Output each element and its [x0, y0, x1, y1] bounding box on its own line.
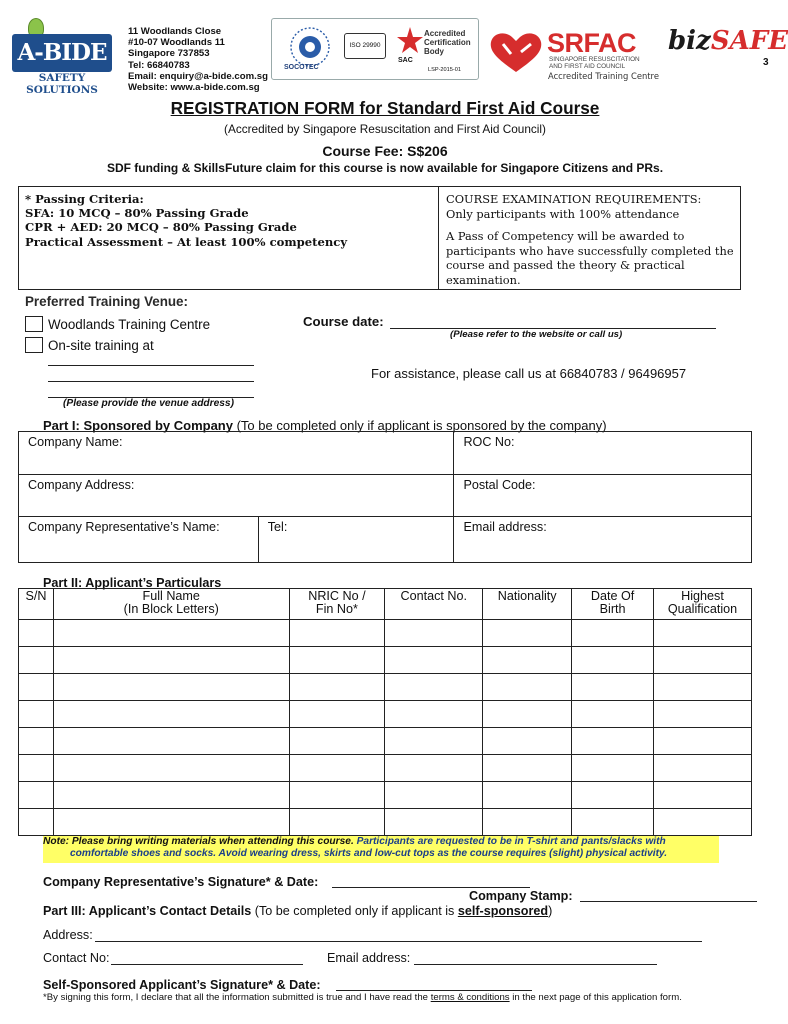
applicant-email-label: Email address: [327, 951, 411, 965]
email-cell[interactable] [454, 517, 752, 563]
cell[interactable] [53, 647, 289, 674]
cell[interactable] [385, 701, 483, 728]
table-row [19, 755, 752, 782]
form-subtitle: (Accredited by Singapore Resuscitation and First Aid Council) [224, 122, 546, 136]
attire-note [43, 836, 719, 863]
company-address-cell[interactable] [19, 475, 454, 517]
cell[interactable] [654, 755, 752, 782]
tel-label: Tel: [267, 520, 288, 534]
srfac-title: SRFAC [547, 28, 637, 58]
email-line: Email: enquiry@a-bide.com.sg [128, 70, 268, 82]
criteria-box [18, 186, 741, 290]
cell[interactable] [19, 674, 54, 701]
cell[interactable] [19, 782, 54, 809]
company-signature-label: Company Representative’s Signature* & Date: [43, 875, 319, 889]
criteria-divider [438, 187, 439, 289]
company-name-label: Company Name: [28, 435, 123, 449]
cell[interactable] [654, 728, 752, 755]
cell[interactable] [654, 701, 752, 728]
col-nationality-label: Nationality [497, 589, 557, 603]
postal-code-label: Postal Code: [463, 478, 536, 492]
company-contact-block [128, 26, 268, 93]
table-row [19, 728, 752, 755]
cell[interactable] [385, 728, 483, 755]
cell[interactable] [19, 647, 54, 674]
cell[interactable] [53, 620, 289, 647]
cell[interactable] [572, 674, 654, 701]
part3-heading [43, 904, 552, 918]
contact-no-label: Contact No: [43, 951, 110, 965]
srfac-atc-label: Accredited Training Centre [548, 71, 659, 81]
criteria-line: CPR + AED: 20 MCQ – 80% Passing Grade [25, 220, 297, 235]
tel-cell[interactable] [258, 517, 454, 563]
bizsafe-safe: SAFE [710, 26, 788, 56]
note-blue-text-2: comfortable shoes and socks. Avoid wearing dress, skirts and low-cut tops as the course requires (slight) physical activity. [70, 848, 668, 860]
woodlands-checkbox[interactable] [25, 316, 43, 332]
cell[interactable] [483, 620, 572, 647]
cell[interactable] [19, 620, 54, 647]
declaration-footnote [43, 992, 682, 1003]
bizsafe-biz: biz [668, 26, 711, 56]
company-signature-field[interactable] [332, 887, 530, 888]
part3-self-sponsored: self-sponsored [457, 904, 549, 918]
bizsafe-level: 3 [763, 57, 769, 68]
course-date-label: Course date: [303, 314, 384, 329]
cell[interactable] [53, 728, 289, 755]
logo-text: A-BIDE [17, 39, 107, 66]
venue-address-line-2[interactable] [48, 381, 254, 382]
cell[interactable] [289, 782, 385, 809]
footnote-text: *By signing this form, I declare that all the information submitted is true and I have read the [43, 992, 431, 1003]
address-field[interactable] [95, 941, 702, 942]
self-signature-label: Self-Sponsored Applicant’s Signature* & Date: [43, 978, 321, 992]
part3-heading-close: ) [548, 904, 553, 918]
col-full-name [53, 589, 289, 620]
self-signature-field[interactable] [336, 990, 532, 991]
course-fee: Course Fee: S$206 [322, 143, 448, 159]
criteria-line: SFA: 10 MCQ – 80% Passing Grade [25, 206, 249, 221]
sac-line: Accredited [424, 29, 466, 38]
passing-criteria [25, 192, 347, 249]
table-row [19, 782, 752, 809]
company-stamp-label: Company Stamp: [469, 889, 573, 903]
course-date-note: (Please refer to the website or call us) [450, 329, 623, 340]
col-nationality [483, 589, 572, 620]
exam-attendance: Only participants with 100% attendance [446, 206, 680, 221]
address-line: 11 Woodlands Close [128, 26, 222, 37]
col-sn-label: S/N [25, 589, 47, 603]
iso-badge: ISO 29990 [344, 33, 386, 59]
contact-no-field[interactable] [111, 964, 303, 965]
company-address-label: Company Address: [28, 478, 135, 492]
col-contact [385, 589, 483, 620]
part2-heading: Part II: Applicant’s Particulars [43, 576, 222, 590]
onsite-label: On-site training at [48, 338, 154, 353]
cell[interactable] [289, 620, 385, 647]
cell[interactable] [385, 647, 483, 674]
cell[interactable] [19, 809, 54, 836]
socotec-label: SOCOTEC [284, 64, 319, 71]
cell[interactable] [385, 620, 483, 647]
cell[interactable] [483, 728, 572, 755]
cell[interactable] [483, 782, 572, 809]
exam-heading: COURSE EXAMINATION REQUIREMENTS: [446, 192, 702, 206]
cell[interactable] [53, 701, 289, 728]
exam-paragraph: A Pass of Competency will be awarded to participants who have successfully completed the course and passed the theory & practical examination. [446, 229, 734, 287]
address-line: #10-07 Woodlands 11 [128, 37, 225, 49]
roc-label: ROC No: [463, 435, 515, 449]
abide-logo [10, 18, 114, 96]
part1-heading-bold: Part I: Sponsored by Company [43, 418, 233, 433]
cell[interactable] [654, 620, 752, 647]
cell[interactable] [385, 755, 483, 782]
srfac-sub-line: SINGAPORE RESUSCITATION [549, 56, 640, 63]
table-row [19, 809, 752, 836]
cell[interactable] [572, 701, 654, 728]
cell[interactable] [572, 728, 654, 755]
part2-table [18, 588, 752, 836]
criteria-line: * Passing Criteria: [25, 192, 144, 206]
criteria-line: Practical Assessment – At least 100% competency [25, 234, 348, 249]
sac-line: Certification [424, 38, 471, 47]
col-dob [572, 589, 654, 620]
certification-logos [271, 18, 479, 80]
cell[interactable] [53, 674, 289, 701]
table-row [19, 647, 752, 674]
cell[interactable] [289, 701, 385, 728]
email-label: Email address: [463, 520, 547, 534]
form-title: REGISTRATION FORM for Standard First Aid Course [170, 98, 600, 118]
cell[interactable] [483, 701, 572, 728]
logo-subtitle: SAFETY SOLUTIONS [26, 72, 98, 96]
cell[interactable] [483, 755, 572, 782]
cell[interactable] [572, 809, 654, 836]
address-label: Address: [43, 928, 93, 942]
exam-requirements [446, 192, 736, 288]
cell[interactable] [654, 782, 752, 809]
terms-link[interactable]: terms & conditions [430, 992, 510, 1003]
onsite-checkbox[interactable] [25, 337, 43, 353]
col-dob-label: Date Of Birth [590, 589, 635, 617]
cell[interactable] [654, 674, 752, 701]
company-name-cell[interactable] [19, 432, 454, 475]
woodlands-label: Woodlands Training Centre [48, 317, 211, 332]
col-sn [19, 589, 54, 620]
rep-name-cell[interactable] [19, 517, 259, 563]
cell[interactable] [654, 809, 752, 836]
cell[interactable] [53, 809, 289, 836]
table-row [19, 701, 752, 728]
venue-heading: Preferred Training Venue: [25, 294, 188, 309]
cell[interactable] [654, 647, 752, 674]
cell[interactable] [385, 674, 483, 701]
note-black-text: Note: Please bring writing materials when attending this course. [43, 836, 357, 847]
cell[interactable] [289, 755, 385, 782]
col-qualification-label: Highest Qualification [667, 589, 738, 617]
cell[interactable] [53, 755, 289, 782]
venue-address-line-1[interactable] [48, 365, 254, 366]
logo-box [12, 34, 112, 72]
cell[interactable] [289, 674, 385, 701]
note-blue-text-1: Participants are requested to be in T-shirt and pants/slacks with [356, 836, 666, 847]
cell[interactable] [572, 755, 654, 782]
part3-heading-rest: (To be completed only if applicant is [251, 904, 458, 918]
cell[interactable] [289, 728, 385, 755]
table-row [19, 620, 752, 647]
company-stamp-field[interactable] [580, 901, 757, 902]
rep-name-label: Company Representative’s Name: [28, 520, 220, 534]
footnote-text-end: in the next page of this application form. [509, 992, 682, 1003]
col-full-name-label: Full Name (In Block Letters) [123, 589, 219, 617]
cell[interactable] [289, 809, 385, 836]
col-nric [289, 589, 385, 620]
part3-heading-bold: Part III: Applicant’s Contact Details [43, 904, 252, 918]
cell[interactable] [385, 809, 483, 836]
roc-cell[interactable] [454, 432, 752, 475]
venue-note: (Please provide the venue address) [63, 398, 234, 409]
cell[interactable] [572, 620, 654, 647]
cell[interactable] [53, 782, 289, 809]
cell[interactable] [289, 647, 385, 674]
funding-notice: SDF funding & SkillsFuture claim for this course is now available for Singapore Citizens and PRs. [106, 161, 664, 175]
cell[interactable] [483, 647, 572, 674]
cell[interactable] [385, 782, 483, 809]
part1-table [18, 431, 752, 563]
cell[interactable] [19, 701, 54, 728]
cell[interactable] [483, 809, 572, 836]
srfac-subtitle [549, 56, 640, 70]
col-contact-label: Contact No. [400, 589, 468, 603]
table-row [19, 674, 752, 701]
postal-code-cell[interactable] [454, 475, 752, 517]
sac-abbrev: SAC [398, 57, 413, 64]
lsp-code: LSP-2015-01 [428, 67, 461, 73]
cell[interactable] [483, 674, 572, 701]
cell[interactable] [572, 647, 654, 674]
sac-label-block [424, 29, 471, 56]
website-line: Website: www.a-bide.com.sg [128, 82, 260, 94]
cell[interactable] [572, 782, 654, 809]
tel-line: Tel: 66840783 [128, 59, 190, 71]
part1-heading-rest: (To be completed only if applicant is sponsored by the company) [232, 418, 607, 433]
assistance-text: For assistance, please call us at 66840783 / 96496957 [371, 366, 687, 381]
cell[interactable] [19, 728, 54, 755]
srfac-sub-line: AND FIRST AID COUNCIL [549, 63, 626, 70]
col-qualification [654, 589, 752, 620]
sac-star-icon [396, 25, 424, 59]
address-line: Singapore 737853 [128, 48, 210, 60]
cell[interactable] [19, 755, 54, 782]
sac-line: Body [424, 47, 444, 56]
applicant-email-field[interactable] [414, 964, 657, 965]
col-nric-label: NRIC No / Fin No* [308, 589, 366, 617]
srfac-heart-icon [489, 30, 543, 74]
bizsafe-logo [668, 26, 788, 56]
